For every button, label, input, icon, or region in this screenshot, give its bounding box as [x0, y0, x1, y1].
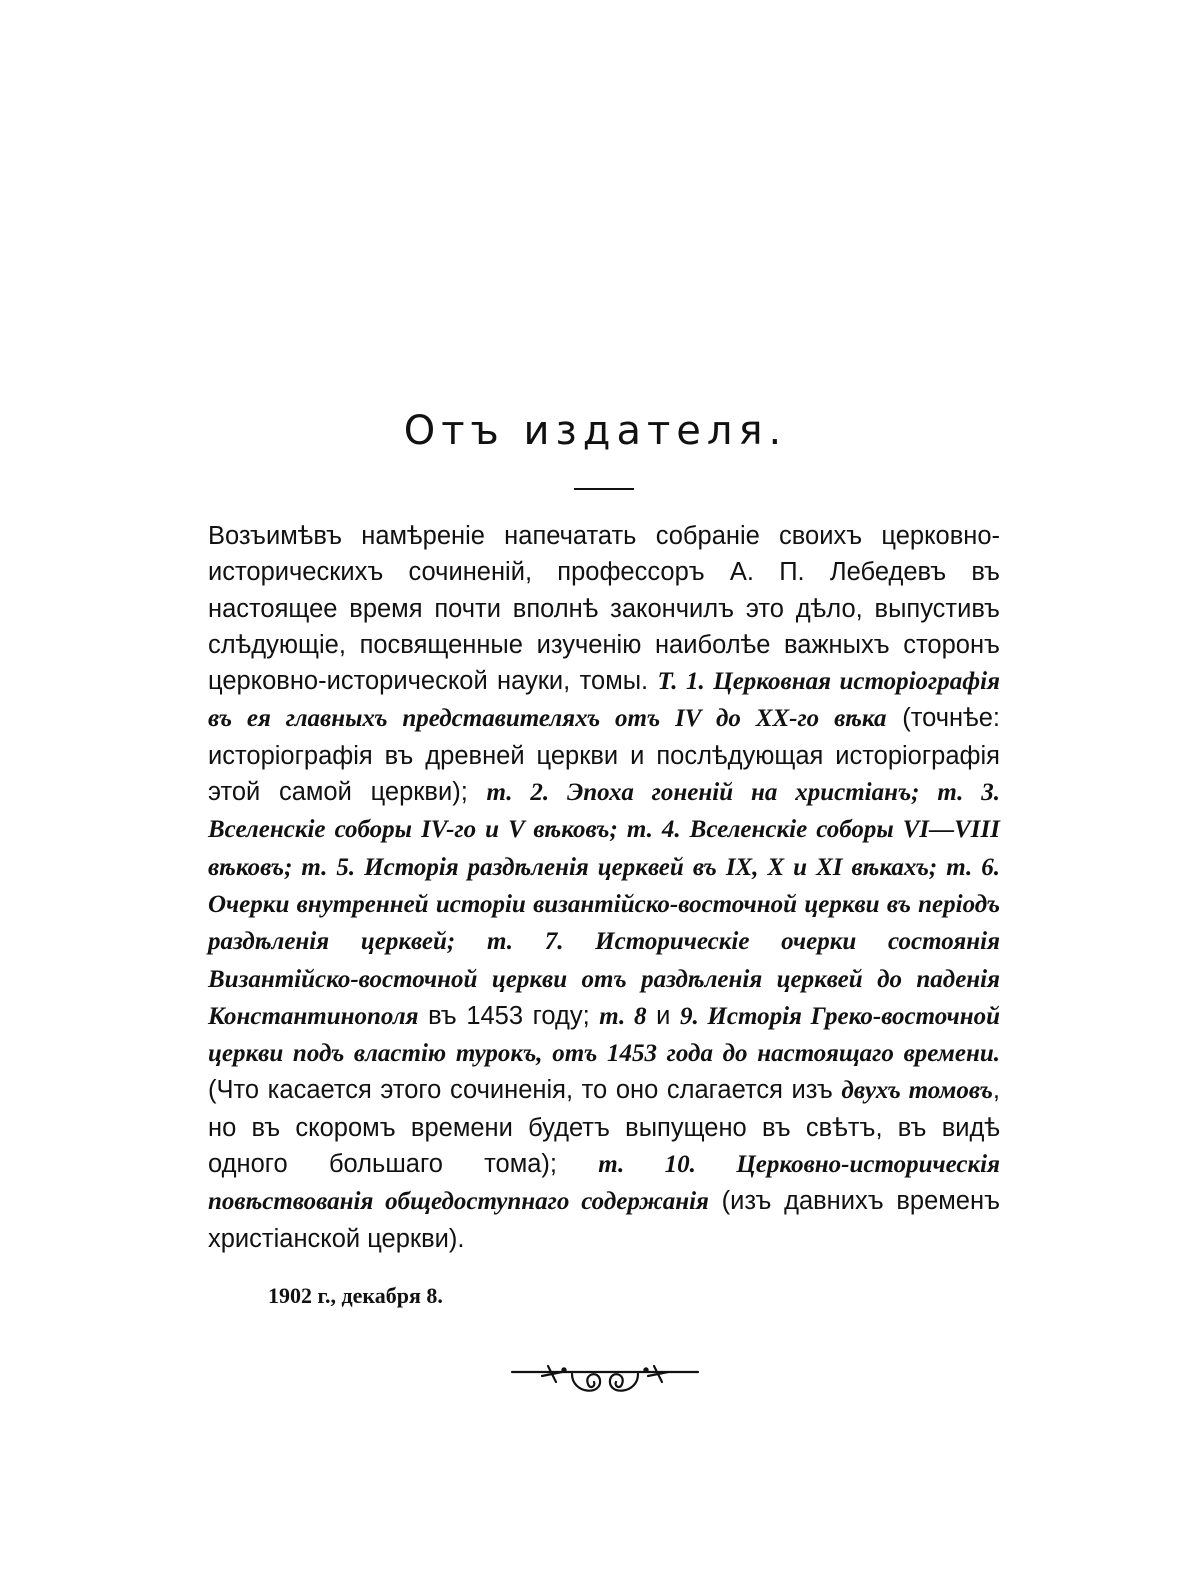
text-segment: (точнѣе: исторіографія въ древней церкви и послѣдующая исторіографія этой самой церкви); — [208, 704, 1000, 807]
text-segment: (Что касается этого сочиненія, то оно слагается изъ — [208, 1076, 842, 1105]
text-segment: (изъ давнихъ временъ христіанской церкви). — [208, 1187, 1001, 1253]
text-segment: Возъимѣвъ намѣреніе напечатать собраніе своихъ церковно-историческихъ сочиненій, профессоръ А. П. Лебедевъ въ настоящее время почти вполнѣ закончилъ это дѣло, выпустивъ слѣдующіе, посвященные изученію наиболѣе важныхъ сторонъ церковно-исторической науки, томы. — [208, 522, 1000, 696]
text-segment: въ 1453 году; — [418, 1001, 600, 1030]
text-segment-italic: т. 8 — [599, 1002, 647, 1030]
text-segment-italic: 9. Исторія Греко-восточной церкви подъ властію турокъ, отъ 1453 года до настоящаго времени. — [208, 1002, 1001, 1068]
closing-ornament-icon — [510, 1360, 700, 1410]
text-segment: и — [646, 1001, 680, 1030]
preface-paragraph — [208, 518, 1000, 1257]
page-title: Отъ издателя. — [403, 408, 788, 454]
text-segment-italic: Т. 1. Церковная исторіографія въ ея главныхъ представителяхъ отъ IV до XX-го вѣка — [208, 668, 1000, 733]
date-line: 1902 г., декабря 8. — [268, 1283, 443, 1308]
text-segment-italic: т. 2. Эпоха гоненій на христіанъ; т. 3. Вселенскіе соборы IV-го и V вѣковъ; т. 4. Вселенскіе соборы VI—VIII вѣковъ; т. 5. Исторія раздѣленія церквей въ IX, X и XI вѣкахъ; т. 6. Очерки внутренней исторіи византійско-восточной церкви въ періодъ раздѣленія церквей; т. 7. Историческіе очерки состоянія Византійско-восточной церкви отъ раздѣленія церквей до паденія Константинополя — [208, 779, 1000, 1030]
text-segment: , но въ скоромъ времени будетъ выпущено въ свѣтъ, въ видѣ одного большаго тома); — [208, 1076, 1000, 1179]
text-segment-italic: двухъ томовъ — [841, 1077, 993, 1105]
title-divider — [574, 488, 634, 490]
text-segment-italic: т. 10. Церковно-историческія повѣствованія общедоступнаго содержанія — [208, 1151, 1000, 1216]
